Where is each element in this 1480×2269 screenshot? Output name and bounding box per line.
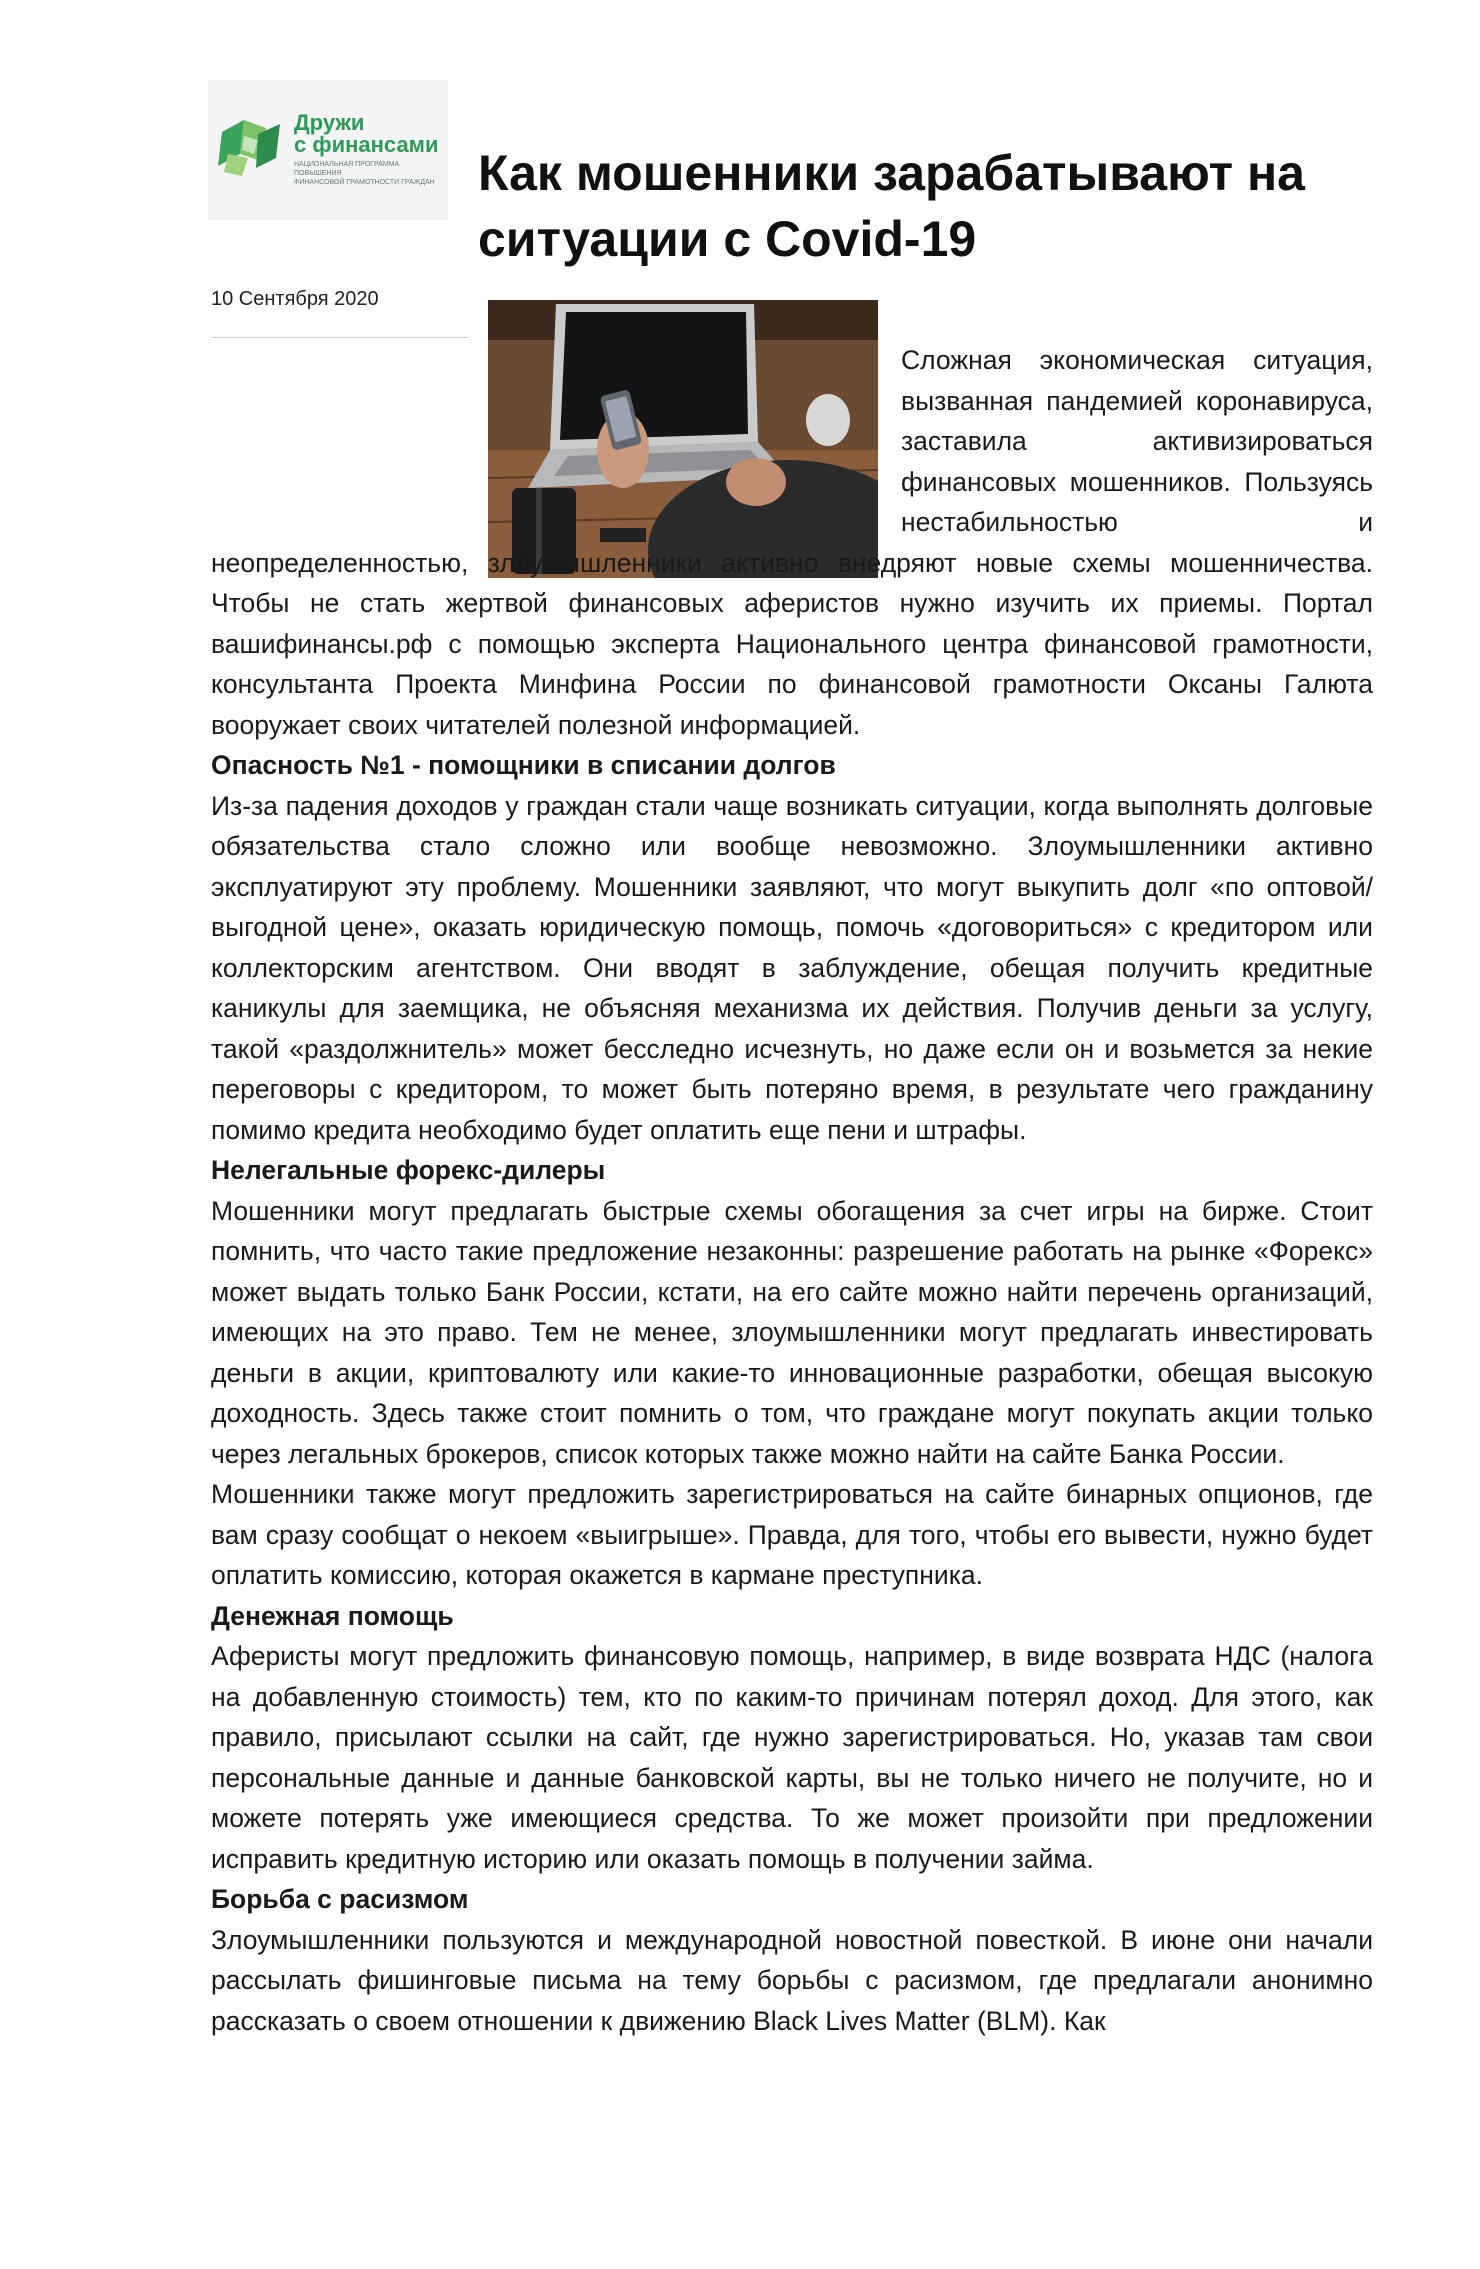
- section-paragraph-forex-1: Мошенники могут предлагать быстрые схемы обогащения за счет игры на бирже. Стоит помнить, что часто такие предложение незаконны: разрешение работать на рынке «Форекс» может выдать только Банк России, кстати, на его сайте можно найти перечень организаций, имеющих на это право. Тем не менее, злоумышленники могут предлагать инвестировать деньги в акции, криптовалюту или какие-то инновационные разработки, обещая высокую доходность. Здесь также стоит помнить о том, что граждане могут покупать акции только через легальных брокеров, список которых также можно найти на сайте Банка России.: [211, 1195, 1373, 1469]
- logo-tagline-line2: ФИНАНСОВОЙ ГРАМОТНОСТИ ГРАЖДАН: [294, 179, 435, 186]
- logo-name-line2: с финансами: [294, 132, 439, 157]
- section-paragraph-forex-2: Мошенники также могут предложить зарегистрироваться на сайте бинарных опционов, где вам сразу сообщат о некоем «выигрыше». Правда, для того, чтобы его вывести, нужно будет оплатить комиссию, которая окажется в кармане преступника.: [211, 1479, 1373, 1590]
- intro-text: Сложная экономическая ситуация, вызванная пандемией коронавируса, заставила активизироваться финансовых мошенников. Пользуясь нестабильностью и неопределенностью, злоумышленники активно внедряют новые схемы мошенничества. Чтобы не стать жертвой финансовых аферистов нужно изучить их приемы. Портал вашифинансы.рф с помощью эксперта Национального центра финансовой грамотности, консультанта Проекта Минфина России по финансовой грамотности Оксаны Галюта вооружает своих читателей полезной информацией.: [211, 345, 1373, 740]
- section-paragraph-debts: Из-за падения доходов у граждан стали чаще возникать ситуации, когда выполнять долговые обязательства стало сложно или вообще невозможно. Злоумышленники активно эксплуатируют эту проблему. Мошенники заявляют, что могут выкупить долг «по оптовой/выгодной цене», оказать юридическую помощь, помочь «договориться» с кредитором или коллекторским агентством. Они вводят в заблуждение, обещая получить кредитные каникулы для заемщика, не объясняя механизма их действия. Получив деньги за услугу, такой «раздолжнитель» может бесследно исчезнуть, но даже если он и возьмется за некие переговоры с кредитором, то может быть потеряно время, в результате чего гражданину помимо кредита необходимо будет оплатить еще пени и штрафы.: [211, 790, 1373, 1145]
- section-heading-debts: Опасность №1 - помощники в списании долгов: [211, 750, 836, 780]
- logo-tagline-line1: НАЦИОНАЛЬНАЯ ПРОГРАММА ПОВЫШЕНИЯ: [294, 161, 400, 177]
- brand-logo: [208, 80, 448, 220]
- section-paragraph-money-help: Аферисты могут предложить финансовую помощь, например, в виде возврата НДС (налога на добавленную стоимость) тем, кто по каким-то причинам потерял доход. Для этого, как правило, присылают ссылки на сайт, где нужно зарегистрироваться. Но, указав там свои персональные данные и данные банковской карты, вы не только ничего не получите, но и можете потерять уже имеющиеся средства. То же может произойти при предложении исправить кредитную историю или оказать помощь в получении займа.: [211, 1641, 1373, 1874]
- intro-paragraph: [211, 340, 1373, 745]
- section-heading-money-help: Денежная помощь: [211, 1600, 454, 1631]
- logo-tagline: [294, 160, 444, 187]
- article-body: [211, 340, 1373, 2041]
- date-divider: [211, 337, 469, 338]
- logo-name: [294, 112, 438, 156]
- publish-date: 10 Сентября 2020: [211, 288, 379, 310]
- logo-mark-icon: [214, 114, 288, 178]
- logo-name-line1: Дружи: [294, 110, 365, 135]
- section-heading-forex: Нелегальные форекс-дилеры: [211, 1155, 606, 1185]
- section-paragraph-racism: Злоумышленники пользуются и международной новостной повесткой. В июне они начали рассылать фишинговые письма на тему борьбы с расизмом, где предлагали анонимно рассказать о своем отношении к движению Black Lives Matter (BLM). Как: [211, 1924, 1373, 2036]
- image-wrap-space: [211, 340, 901, 538]
- article-title: Как мошенники зарабатывают на ситуации с Covid-19: [478, 145, 1305, 267]
- section-heading-racism: Борьба с расизмом: [211, 1884, 469, 1914]
